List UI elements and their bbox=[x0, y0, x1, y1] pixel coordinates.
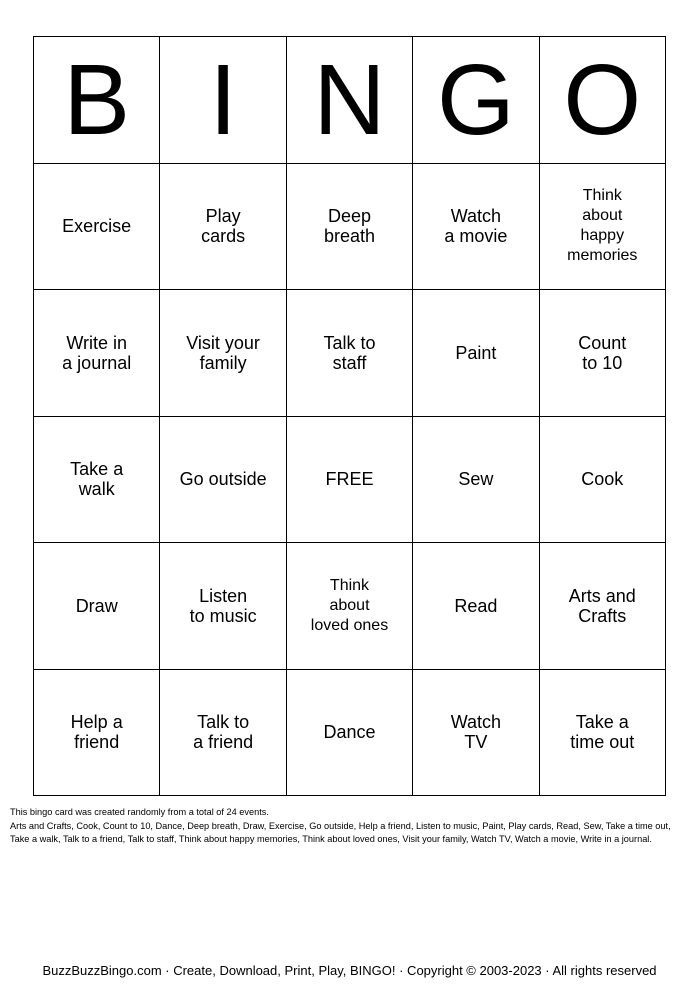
header-letter: G bbox=[436, 43, 515, 156]
bingo-square bbox=[287, 164, 413, 291]
square-text: Go outside bbox=[179, 469, 267, 490]
square-text: Watch TV bbox=[450, 712, 502, 753]
square-text: Listen to music bbox=[189, 585, 257, 626]
square-text: Count to 10 bbox=[578, 332, 627, 373]
square-text: Arts and Crafts bbox=[568, 585, 636, 626]
square-text: Think about happy memories bbox=[567, 187, 638, 265]
header-letter: N bbox=[313, 43, 386, 156]
bingo-square bbox=[160, 670, 286, 797]
events-list: Arts and Crafts, Cook, Count to 10, Dance, Deep breath, Draw, Exercise, Go outside, Help a friend, Listen to music, Paint, Play cards, Read, Sew, Take a time out, Take a walk, Talk to a friend, Talk to staff, Think about happy memories, Think about loved ones, Visit your family, Watch TV, Watch a movie, Write in a journal. bbox=[10, 820, 671, 844]
square-text: Paint bbox=[455, 342, 497, 363]
bingo-square bbox=[34, 543, 160, 670]
square-text: Write in a journal bbox=[62, 332, 132, 373]
bingo-square bbox=[160, 543, 286, 670]
bingo-square bbox=[160, 290, 286, 417]
square-text: Deep breath bbox=[323, 206, 376, 247]
bingo-square bbox=[34, 290, 160, 417]
bingo-square bbox=[413, 164, 539, 291]
header-cell-b bbox=[34, 37, 160, 164]
bingo-square bbox=[413, 417, 539, 544]
bingo-square bbox=[540, 670, 666, 797]
square-text: Read bbox=[454, 595, 498, 616]
header-letter: B bbox=[63, 43, 131, 156]
bingo-square bbox=[287, 543, 413, 670]
square-text: Take a walk bbox=[70, 459, 124, 500]
site-footer: BuzzBuzzBingo.com · Create, Download, Print, Play, BINGO! · Copyright © 2003-2023 · All rights reserved bbox=[42, 963, 657, 978]
square-text: Take a time out bbox=[570, 712, 635, 753]
bingo-square bbox=[540, 417, 666, 544]
square-text: Watch a movie bbox=[444, 206, 508, 247]
bingo-card bbox=[33, 36, 666, 796]
bingo-square bbox=[413, 543, 539, 670]
bingo-square bbox=[413, 290, 539, 417]
square-text: Talk to a friend bbox=[193, 712, 254, 753]
bingo-square bbox=[160, 164, 286, 291]
header-letter: O bbox=[563, 43, 642, 156]
bingo-square bbox=[34, 670, 160, 797]
bingo-square bbox=[287, 290, 413, 417]
bingo-square bbox=[287, 670, 413, 797]
header-cell-o bbox=[540, 37, 666, 164]
square-text: Play cards bbox=[201, 206, 246, 247]
square-text: Dance bbox=[323, 722, 376, 743]
free-square bbox=[287, 417, 413, 544]
card-notes bbox=[10, 806, 692, 847]
header-cell-g bbox=[413, 37, 539, 164]
square-text: Sew bbox=[458, 469, 494, 490]
square-text: Draw bbox=[75, 595, 118, 616]
bingo-square bbox=[34, 164, 160, 291]
header-cell-i bbox=[160, 37, 286, 164]
events-count-note: This bingo card was created randomly from a total of 24 events. bbox=[10, 807, 269, 817]
bingo-square bbox=[413, 670, 539, 797]
bingo-square bbox=[540, 543, 666, 670]
square-text: Think about loved ones bbox=[310, 576, 389, 634]
header-letter: I bbox=[209, 43, 237, 156]
bingo-square bbox=[540, 290, 666, 417]
square-text: Exercise bbox=[62, 216, 132, 237]
bingo-square bbox=[34, 417, 160, 544]
square-text: FREE bbox=[325, 469, 374, 490]
square-text: Visit your family bbox=[186, 332, 260, 373]
bingo-square bbox=[160, 417, 286, 544]
square-text: Talk to staff bbox=[323, 332, 376, 373]
square-text: Help a friend bbox=[70, 712, 123, 753]
bingo-square bbox=[540, 164, 666, 291]
square-text: Cook bbox=[581, 469, 624, 490]
header-cell-n bbox=[287, 37, 413, 164]
